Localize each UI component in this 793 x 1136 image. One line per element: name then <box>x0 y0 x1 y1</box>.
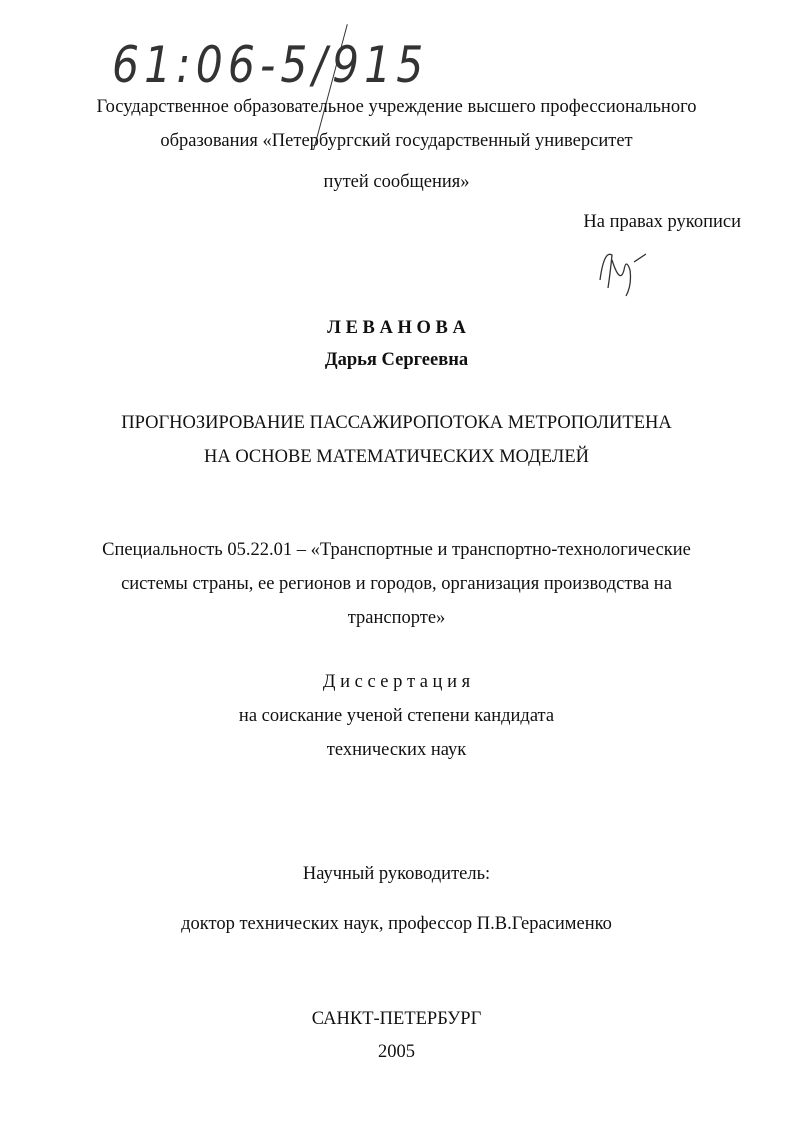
degree-heading: Д и с с е р т а ц и я <box>322 672 471 692</box>
specialty-line-3: транспорте» <box>347 608 446 628</box>
institution-line-3: путей сообщения» <box>323 172 470 192</box>
author-surname: Л Е В А Н О В А <box>327 318 466 338</box>
handwritten-catalog-number: 61:06-5/915 <box>112 36 429 94</box>
degree-line-3: технических наук <box>326 740 467 760</box>
supervisor-label: Научный руководитель: <box>302 864 491 884</box>
supervisor: доктор технических наук, профессор П.В.Герасименко <box>181 914 612 934</box>
degree-line-2: на соискание ученой степени кандидата <box>238 706 555 726</box>
institution-line-1: Государственное образовательное учреждение высшего профессионального <box>96 97 697 117</box>
title-line-2: НА ОСНОВЕ МАТЕМАТИЧЕСКИХ МОДЕЛЕЙ <box>203 447 589 467</box>
manuscript-note: На правах рукописи <box>583 212 741 232</box>
signature <box>590 240 670 300</box>
title-line-1: ПРОГНОЗИРОВАНИЕ ПАССАЖИРОПОТОКА МЕТРОПОЛИТЕНА <box>121 413 672 433</box>
city: САНКТ-ПЕТЕРБУРГ <box>311 1009 482 1029</box>
author-name: Дарья Сергеевна <box>324 350 469 370</box>
institution-line-2: образования «Петербургский государственный университет <box>160 131 633 151</box>
specialty-line-2: системы страны, ее регионов и городов, организация производства на <box>121 574 672 594</box>
specialty-line-1: Специальность 05.22.01 – «Транспортные и транспортно-технологические <box>102 540 691 560</box>
year: 2005 <box>378 1042 415 1062</box>
